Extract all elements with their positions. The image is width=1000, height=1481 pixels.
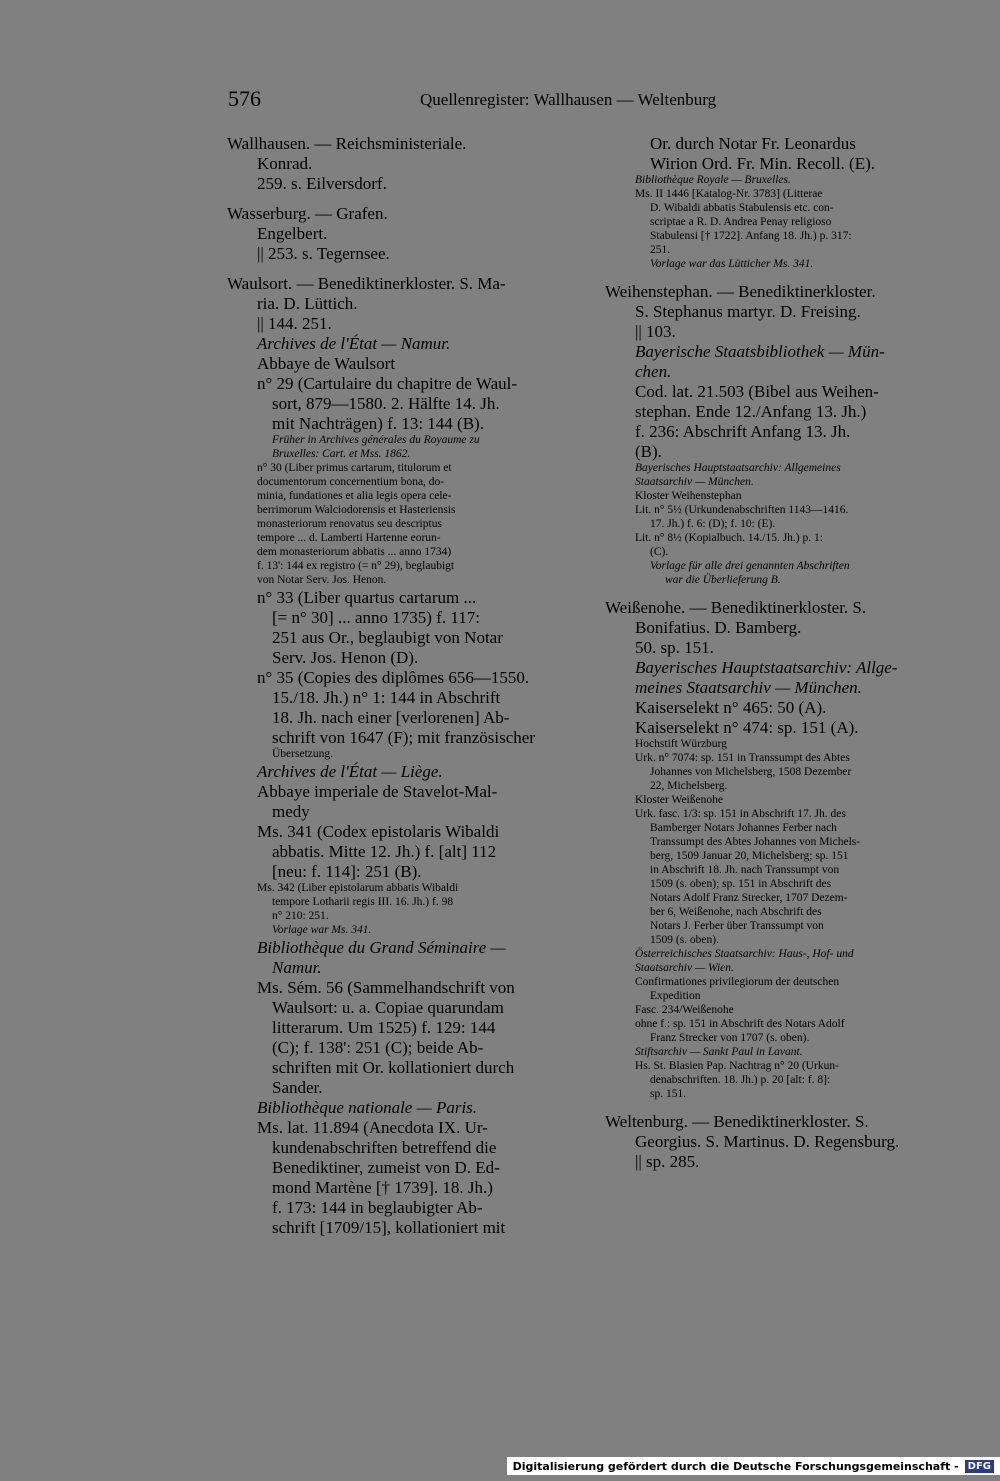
entry-line: f. 13': 144 ex registro (= n° 29), beglaubigt [257,560,455,572]
entry-line: documentorum concernentium bona, do- [257,476,445,488]
entry-line: Kaiserselekt n° 474: sp. 151 (A). [635,718,859,737]
register-entry [605,599,971,1103]
entry-line: 22, Michelsberg. [650,780,728,792]
entry-line: Ms. II 1446 [Katalog-Nr. 3783] (Litterae [635,188,823,200]
entry-line: 50. sp. 151. [635,638,714,657]
entry-line: Expedition [650,990,701,1002]
entry-line: Übersetzung. [272,748,333,760]
entry-line: Franz Strecker von 1707 (s. oben). [650,1032,810,1044]
entry-line: 18. Jh. nach einer [verlorenen] Ab- [272,708,510,727]
entry-line: in Abschrift 18. Jh. nach Transsumpt von [650,864,840,876]
entry-line: schriften mit Or. kollationiert durch [272,1058,515,1077]
register-entry [227,135,587,195]
entry-line: || 253. s. Tegernsee. [257,244,390,263]
entry-line: f. 236: Abschrift Anfang 13. Jh. [635,422,851,441]
entry-line: chen. [635,362,672,381]
entry-line: Ms. 341 (Codex epistolaris Wibaldi [257,822,500,841]
left-column [227,135,587,1249]
register-entry [605,1113,971,1173]
entry-line: Kaiserselekt n° 465: 50 (A). [635,698,827,717]
entry-line: Bonifatius. D. Bamberg. [635,618,802,637]
entry-line: Staatsarchiv — Wien. [635,962,734,974]
entry-line: Urk. n° 7074: sp. 151 in Transsumpt des Abtes [635,752,850,764]
entry-line: Bruxelles: Cart. et Mss. 1862. [272,448,411,460]
entry-line: minia, fundationes et alia legis opera cele- [257,490,452,502]
entry-line: f. 173: 144 in beglaubigter Ab- [272,1198,483,1217]
entry-line: denabschriften. 18. Jh.) p. 20 [alt: f. 8]: [650,1074,831,1086]
entry-line: abbatis. Mitte 12. Jh.) f. [alt] 112 [272,842,497,861]
entry-line: Bibliothèque Royale — Bruxelles. [635,174,791,186]
entry-line: monasteriorum renovatus seu descriptus [257,518,442,530]
entry-line: Fasc. 234/Weißenohe [635,1004,734,1016]
entry-line: Namur. [272,958,322,977]
entry-line: sort, 879—1580. 2. Hälfte 14. Jh. [272,394,500,413]
entry-line: 17. Jh.) f. 6: (D); f. 10: (E). [650,518,776,530]
entry-line: tempore Lotharii regis III. 16. Jh.) f. 98 [272,896,454,908]
entry-line: || 144. 251. [257,314,332,333]
entry-line: stephan. Ende 12./Anfang 13. Jh.) [635,402,867,421]
entry-line: 1509 (s. oben). [650,934,719,946]
entry-line: Konrad. [257,154,313,173]
entry-line: Ms. 342 (Liber epistolarum abbatis Wibaldi [257,882,459,894]
entry-line: Sander. [272,1078,323,1097]
register-entry [605,283,971,589]
entry-line: S. Stephanus martyr. D. Freising. [635,302,861,321]
entry-line: Bibliothèque nationale — Paris. [257,1098,478,1117]
entry-line: 251. [650,244,671,256]
entry-line: Archives de l'État — Namur. [257,334,451,353]
entry-line: Urk. fasc. 1/3: sp. 151 in Abschrift 17. Jh. des [635,808,846,820]
register-entry [227,275,587,1239]
entry-line: Serv. Jos. Henon (D). [272,648,419,667]
entry-line: D. Wibaldi abbatis Stabulensis etc. con- [650,202,834,214]
entry-line: berrimorum Walciodorensis et Hasteriensis [257,504,456,516]
entry-line: 259. s. Eilversdorf. [257,174,387,193]
entry-line: Vorlage für alle drei genannten Abschriften [650,560,850,572]
entry-line: Hochstift Würzburg [635,738,727,750]
entry-line: n° 29 (Cartulaire du chapitre de Waul- [257,374,518,393]
entry-line: Weltenburg. — Benediktinerkloster. S. [605,1112,869,1131]
entry-line: Cod. lat. 21.503 (Bibel aus Weihen- [635,382,879,401]
entry-line: meines Staatsarchiv — München. [635,678,862,697]
entry-line: litterarum. Um 1525) f. 129: 144 [272,1018,496,1037]
entry-line: Ms. Sém. 56 (Sammelhandschrift von [257,978,515,997]
entry-line: Stabulensi [† 1722]. Anfang 18. Jh.) p. 317: [650,230,852,242]
entry-line: Weihenstephan. — Benediktinerkloster. [605,282,876,301]
entry-line: mit Nachträgen) f. 13: 144 (B). [272,414,484,433]
entry-line: Bayerische Staatsbibliothek — Mün- [635,342,885,361]
entry-line: Früher in Archives générales du Royaume zu [272,434,480,446]
entry-line: Staatsarchiv — München. [635,476,754,488]
footer-text: Digitalisierung gefördert durch die Deutsche Forschungsgemeinschaft - [512,1459,959,1473]
entry-line: Österreichisches Staatsarchiv: Haus-, Hof- und [635,948,854,960]
entry-line: Georgius. S. Martinus. D. Regensburg. [635,1132,900,1151]
entry-line: schrift von 1647 (F); mit französischer [272,728,535,747]
entry-line: ria. D. Lüttich. [257,294,358,313]
entry-line: Abbaye imperiale de Stavelot-Mal- [257,782,498,801]
entry-line: von Notar Serv. Jos. Henon. [257,574,387,586]
entry-line: schrift [1709/15], kollationiert mit [272,1218,506,1237]
entry-line: Wallhausen. — Reichsministeriale. [227,134,467,153]
entry-line: Notars Adolf Franz Strecker, 1707 Dezem- [650,892,848,904]
entry-line: n° 33 (Liber quartus cartarum ... [257,588,477,607]
entry-line: tempore ... d. Lamberti Hartenne eorun- [257,532,441,544]
entry-line: || 103. [635,322,676,341]
entry-line: (C); f. 138': 251 (C); beide Ab- [272,1038,484,1057]
entry-line: Wirion Ord. Fr. Min. Recoll. (E). [650,154,876,173]
entry-line: Vorlage war das Lütticher Ms. 341. [650,258,814,270]
entry-line: [= n° 30] ... anno 1735) f. 117: [272,608,480,627]
entry-line: Bibliothèque du Grand Séminaire — [257,938,506,957]
entry-line: Wasserburg. — Grafen. [227,204,388,223]
entry-line: n° 210: 251. [272,910,329,922]
entry-line: n° 30 (Liber primus cartarum, titulorum et [257,462,452,474]
entry-line: sp. 151. [650,1088,687,1100]
entry-line: Hs. St. Blasien Pap. Nachtrag n° 20 (Urkun- [635,1060,839,1072]
entry-line: Lit. n° 8½ (Kopialbuch. 14./15. Jh.) p. 1: [635,532,823,544]
entry-line: ohne f.: sp. 151 in Abschrift des Notars Adolf [635,1018,845,1030]
entry-line: Vorlage war Ms. 341. [272,924,372,936]
entry-line: n° 35 (Copies des diplômes 656—1550. [257,668,530,687]
digitization-footer [507,1457,1000,1475]
register-entry [605,135,971,273]
page-number: 576 [228,86,261,111]
entry-line: Confirmationes privilegiorum der deutschen [635,976,840,988]
entry-line: Transsumpt des Abtes Johannes von Michels- [650,836,861,848]
entry-line: scriptae a R. D. Andrea Penay religioso [650,216,832,228]
entry-line: dem monasteriorum abbatis ... anno 1734) [257,546,452,558]
entry-line: war die Überlieferung B. [665,574,781,586]
running-title: Quellenregister: Wallhausen — Weltenburg [420,90,717,109]
entry-line: (B). [635,442,662,461]
entry-line: 1509 (s. oben); sp. 151 in Abschrift des [650,878,832,890]
entry-line: Archives de l'État — Liège. [257,762,443,781]
entry-line: Benediktiner, zumeist von D. Ed- [272,1158,500,1177]
register-entry [227,205,587,265]
entry-line: Weißenohe. — Benediktinerkloster. S. [605,598,867,617]
entry-line: || sp. 285. [635,1152,700,1171]
entry-line: Kloster Weißenohe [635,794,723,806]
entry-line: [neu: f. 114]: 251 (B). [272,862,422,881]
entry-line: kundenabschriften betreffend die [272,1138,497,1157]
entry-line: Ms. lat. 11.894 (Anecdota IX. Ur- [257,1118,488,1137]
entry-line: (C). [650,546,669,558]
entry-line: Lit. n° 5½ (Urkundenabschriften 1143—1416. [635,504,849,516]
entry-line: Abbaye de Waulsort [257,354,396,373]
entry-line: medy [272,802,310,821]
entry-line: Engelbert. [257,224,328,243]
entry-line: Waulsort: u. a. Copiae quarundam [272,998,504,1017]
entry-line: Notars J. Ferber über Transsumpt von [650,920,824,932]
entry-line: 251 aus Or., beglaubigt von Notar [272,628,503,647]
entry-line: ber 6, Weißenohe, nach Abschrift des [650,906,822,918]
right-column [605,135,971,1183]
entry-line: 15./18. Jh.) n° 1: 144 in Abschrift [272,688,501,707]
entry-line: Kloster Weihenstephan [635,490,742,502]
entry-line: Bayerisches Hauptstaatsarchiv: Allgemeines [635,462,841,474]
entry-line: mond Martène [† 1739]. 18. Jh.) [272,1178,493,1197]
entry-line: Bayerisches Hauptstaatsarchiv: Allge- [635,658,898,677]
entry-line: berg, 1509 Januar 20, Michelsberg; sp. 151 [650,850,849,862]
entry-line: Stiftsarchiv — Sankt Paul in Lavant. [635,1046,803,1058]
dfg-logo-icon: DFG [965,1460,994,1473]
entry-line: Johannes von Michelsberg, 1508 Dezember [650,766,852,778]
entry-line: Bamberger Notars Johannes Ferber nach [650,822,837,834]
entry-line: Or. durch Notar Fr. Leonardus [650,134,856,153]
entry-line: Waulsort. — Benediktinerkloster. S. Ma- [227,274,506,293]
